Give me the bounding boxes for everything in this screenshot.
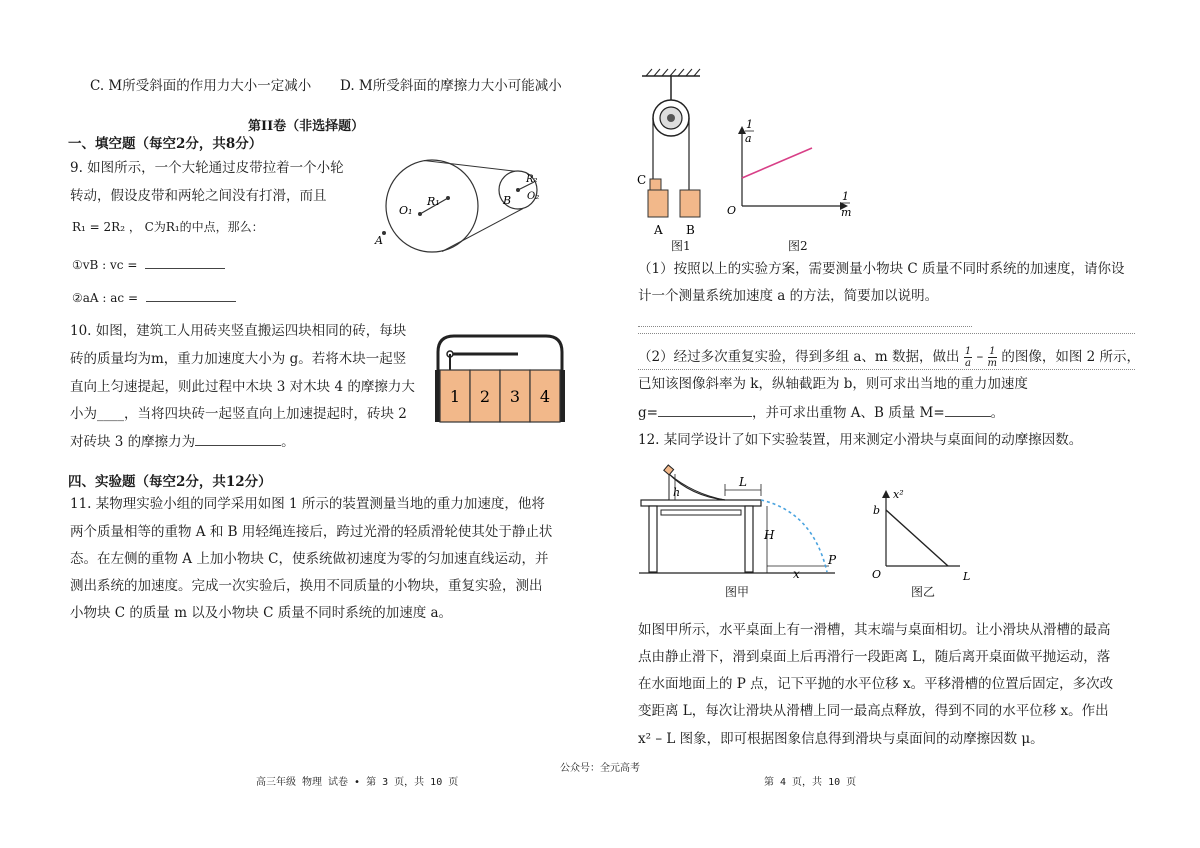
option-c: C. M所受斜面的作用力大小一定减小 xyxy=(90,78,312,94)
q11-part2-line-3 xyxy=(638,407,1004,421)
frac-1a-den: a xyxy=(965,358,971,369)
q9-answer-line-2[interactable] xyxy=(146,300,236,302)
q12-text-5: x² – L 图象，即可根据图象信息得到滑块与桌面间的动摩擦因数 μ。 xyxy=(638,731,1044,747)
q9-answer-line-1[interactable] xyxy=(145,267,225,269)
q11-line-3: 态。在左侧的重物 A 上加小物块 C，使系统做初速度为零的匀加速直线运动，并 xyxy=(70,551,549,567)
bricks xyxy=(440,370,560,422)
q9-blank-1-label: ①vB : vc = xyxy=(72,258,138,272)
table-rail xyxy=(661,510,741,515)
section-fill-blank: 一、填空题（每空2分，共8分） xyxy=(68,136,263,152)
q9-belt-pulley-figure xyxy=(370,158,570,253)
rule-divider-1 xyxy=(638,333,1135,334)
footer-center: 公众号：全元高考 xyxy=(560,763,640,774)
q10-line-2: 砖的质量均为m，重力加速度大小为 g。若将木块一起竖 xyxy=(70,351,407,367)
label-x: x xyxy=(793,567,800,581)
label-a: A xyxy=(375,234,383,247)
x2-L-line xyxy=(886,510,948,566)
frac-1m-num: 1 xyxy=(989,346,996,357)
q12-text-4: 变距离 L，每次让滑块从滑槽上同一最高点释放，得到不同的水平位移 x。作出 xyxy=(638,703,1109,719)
mass-b xyxy=(680,190,700,217)
point-c xyxy=(446,196,450,200)
g-label: g= xyxy=(638,405,658,421)
footer-left: 高三年级 物理 试卷 • 第 3 页，共 10 页 xyxy=(256,777,459,788)
q11-fig1-pulley xyxy=(632,66,722,246)
brick-label-2: 2 xyxy=(479,387,491,406)
frac-1m-den: m xyxy=(987,358,998,369)
fig2-caption: 图2 xyxy=(788,239,808,253)
label-o2: O₂ xyxy=(527,191,540,202)
q10-line-1: 10. 如图，建筑工人用砖夹竖直搬运四块相同的砖，每块 xyxy=(70,323,407,339)
q10-line-5 xyxy=(70,436,295,450)
q9-line-2: 转动，假设皮带和两轮之间没有打滑，而且 xyxy=(70,188,327,204)
q10-line-5-text: 对砖块 3 的摩擦力为 xyxy=(70,434,196,450)
frac-1a xyxy=(964,346,972,369)
x-label-den: m xyxy=(841,206,852,219)
q12-fig-yi xyxy=(868,484,978,584)
q12-text-2: 点由静止滑下，滑到桌面上后再滑行一段距离 L，随后离开桌面做平抛运动，落 xyxy=(638,649,1111,665)
y-label-den: a xyxy=(745,132,752,145)
frac-1m xyxy=(988,346,997,369)
footer-right: 第 4 页，共 10 页 xyxy=(764,777,857,788)
q9-blank-2 xyxy=(72,292,236,304)
q11-line-2: 两个质量相等的重物 A 和 B 用轻绳连接后，跨过光滑的轻质滑轮使其处于静止状 xyxy=(70,524,553,540)
q12-line-1: 12. 某同学设计了如下实验装置，用来测定小滑块与桌面间的动摩擦因数。 xyxy=(638,432,1083,448)
frac-minus: – xyxy=(976,349,984,365)
label-H: H xyxy=(764,528,775,542)
q11-part1-line-2: 计一个测量系统加速度 a 的方法，简要加以说明。 xyxy=(638,288,939,304)
fig-jia-caption: 图甲 xyxy=(725,585,750,599)
table-top xyxy=(641,500,761,506)
fig1-caption: 图1 xyxy=(671,239,691,253)
x-label: L xyxy=(963,570,971,583)
q9-blank-2-label: ②aA : ac = xyxy=(72,291,138,305)
q11-part2-line-1 xyxy=(638,346,1140,369)
origin-label: O xyxy=(872,568,882,581)
q9-line-1: 9. 如图所示，一个大轮通过皮带拉着一个小轮 xyxy=(70,160,344,176)
label-P: P xyxy=(828,553,837,567)
pulley-axle xyxy=(667,114,675,122)
q9-line-3: R₁ = 2R₂ ， C为R₁的中点，那么： xyxy=(72,220,264,234)
label-b: B xyxy=(686,223,695,237)
mass-a xyxy=(648,190,668,217)
label-c: C xyxy=(637,173,647,187)
center-o1 xyxy=(418,212,422,216)
brick-label-3: 3 xyxy=(509,387,521,406)
table-leg-right xyxy=(745,506,753,572)
q11-part2-line-2: 已知该图像斜率为 k，纵轴截距为 b，则可求出当地的重力加速度 xyxy=(638,376,1028,392)
y-label-num: 1 xyxy=(746,118,753,131)
label-r1: R₁ xyxy=(427,195,440,208)
q11-answer-rule[interactable] xyxy=(638,326,972,327)
fig2-data-line xyxy=(742,148,812,178)
block-c xyxy=(650,179,661,190)
q10-answer-line[interactable] xyxy=(195,444,281,446)
belt-top xyxy=(424,161,515,172)
q12-text-1: 如图甲所示，水平桌面上有一滑槽，其末端与桌面相切。让小滑块从滑槽的最高 xyxy=(638,622,1111,638)
fig-yi-caption: 图乙 xyxy=(911,585,936,599)
q11-part1-line-1: （1）按照以上的实验方案，需要测量小物块 C 质量不同时系统的加速度，请你设 xyxy=(638,261,1125,277)
mass-label: ，并可求出重物 A、B 质量 M= xyxy=(751,405,945,421)
center-o2 xyxy=(516,188,520,192)
label-h: h xyxy=(673,486,681,499)
part-title: 第II卷（非选择题） xyxy=(248,119,365,134)
q10-line-3: 直向上匀速提起，则此过程中木块 3 对木块 4 的摩擦力大 xyxy=(70,379,415,395)
label-o1: O₁ xyxy=(399,204,413,217)
brick-label-4: 4 xyxy=(539,387,551,406)
mass-answer-line[interactable] xyxy=(945,415,991,417)
y-axis-arrow xyxy=(882,490,890,498)
option-d: D. M所受斜面的摩擦力大小可能减小 xyxy=(340,78,562,94)
q11-line-1: 11. 某物理实验小组的同学采用如图 1 所示的装置测量当地的重力加速度，他将 xyxy=(70,496,545,512)
y-label: x² xyxy=(893,488,904,501)
q11-part2-text-b: 的图像，如图 2 所示， xyxy=(1001,349,1140,365)
clamp-jaw-right xyxy=(560,370,565,422)
section-experiment: 四、实验题（每空2分，共12分） xyxy=(68,474,272,490)
q10-brick-clamp-figure xyxy=(430,330,570,430)
q9-blank-1 xyxy=(72,259,225,271)
x-label-num: 1 xyxy=(842,190,849,203)
table-leg-left xyxy=(649,506,657,572)
q12-text-3: 在水面地面上的 P 点，记下平抛的水平位移 x。平移滑槽的位置后固定，多次改 xyxy=(638,676,1114,692)
intercept-b: b xyxy=(873,504,881,517)
rule-divider-2 xyxy=(638,369,1135,370)
slider xyxy=(664,465,674,475)
line-end: 。 xyxy=(990,405,1005,421)
q12-fig-jia xyxy=(635,462,845,584)
q10-line-5-end: 。 xyxy=(281,434,295,450)
ceiling-hatch xyxy=(646,69,700,76)
q11-part2-text-a: （2）经过多次重复实验，得到多组 a、m 数据，做出 xyxy=(638,349,960,365)
q11-fig2-graph xyxy=(722,110,862,235)
label-r2: R₂ xyxy=(526,174,538,185)
q11-line-5: 小物块 C 的质量 m 以及小物块 C 质量不同时系统的加速度 a。 xyxy=(70,605,453,621)
label-L: L xyxy=(739,475,747,489)
frac-1a-num: 1 xyxy=(964,346,972,357)
q11-line-4: 测出系统的加速度。完成一次实验后，换用不同质量的小物块，重复实验，测出 xyxy=(70,578,543,594)
clamp-jaw-left xyxy=(435,370,440,422)
brick-label-1: 1 xyxy=(449,387,461,406)
origin-label: O xyxy=(727,204,737,217)
q10-line-4: 小为____，当将四块砖一起竖直向上加速提起时，砖块 2 xyxy=(70,406,407,422)
label-a: A xyxy=(654,223,663,237)
label-b: B xyxy=(503,194,512,207)
g-answer-line[interactable] xyxy=(658,415,752,417)
belt-bottom xyxy=(442,209,523,252)
